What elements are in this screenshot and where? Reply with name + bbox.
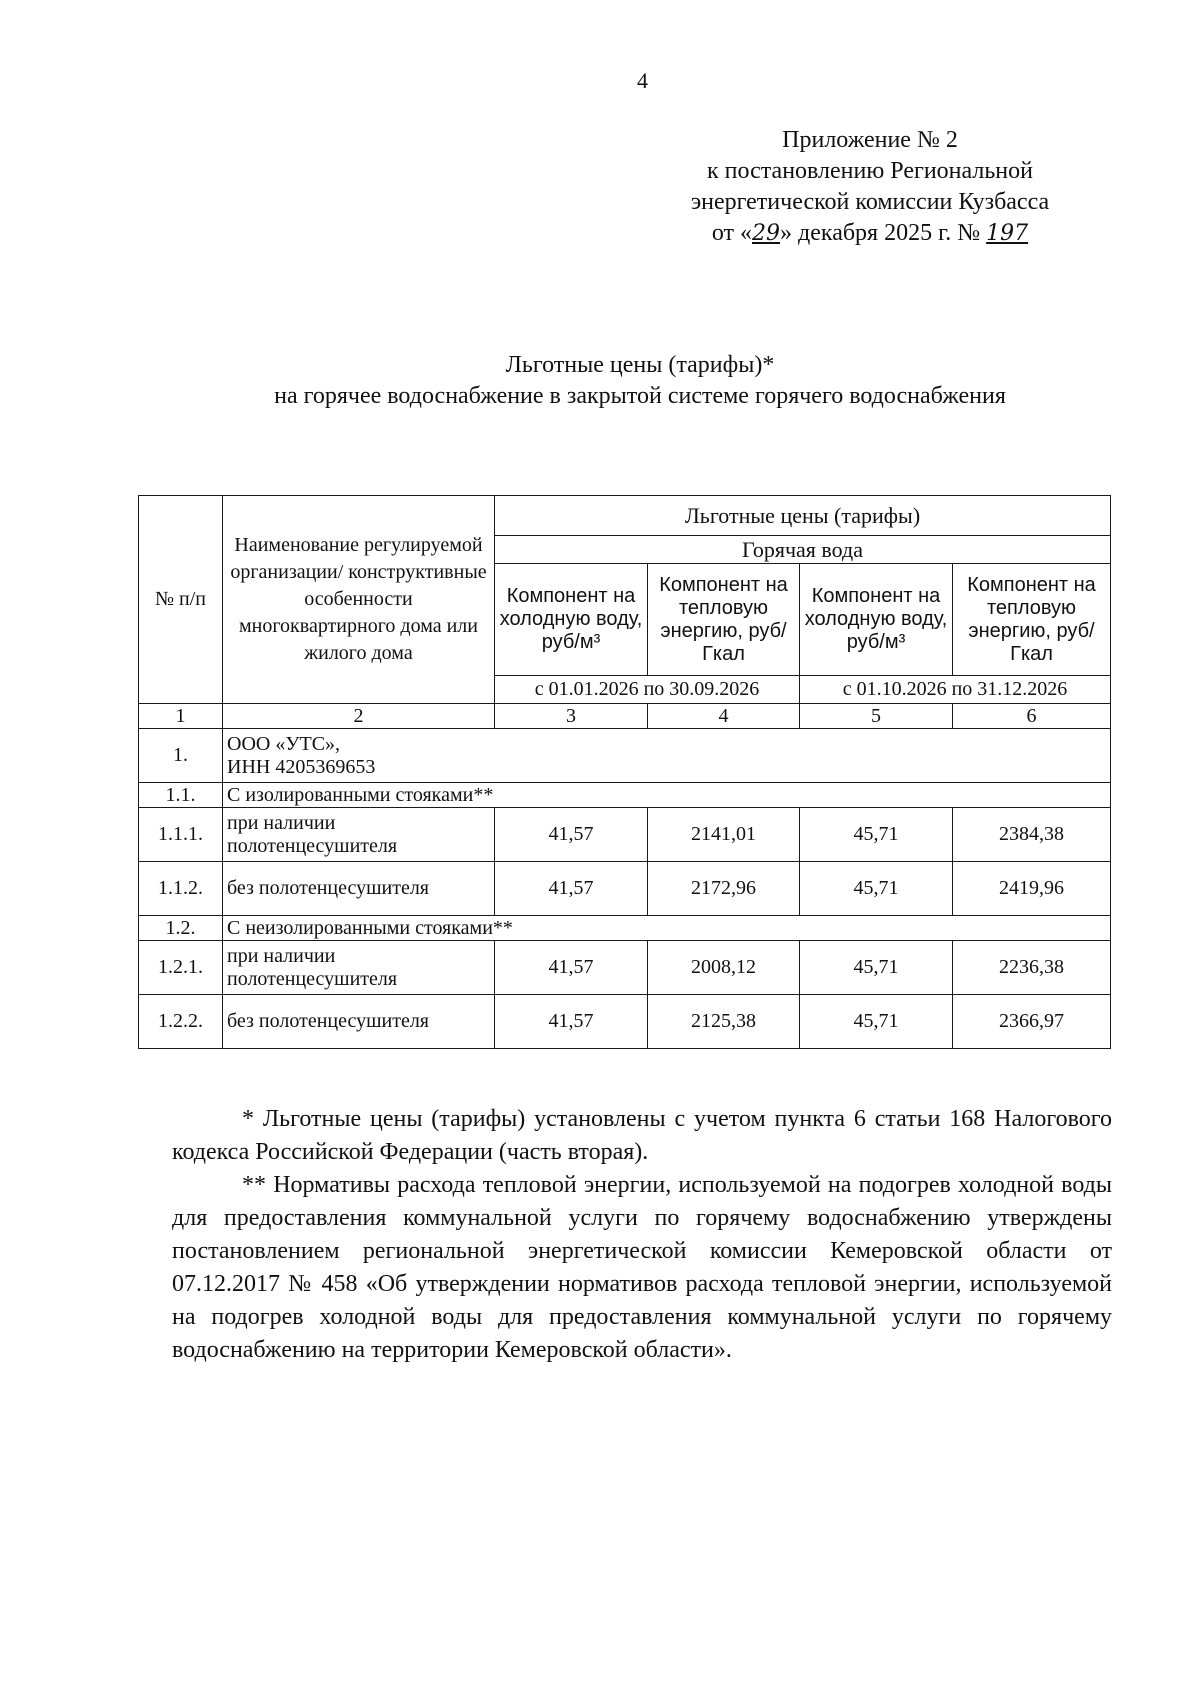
header-col4: Компонент на тепловую энергию, руб/Гкал — [648, 564, 800, 676]
header-period-2: с 01.10.2026 по 31.12.2026 — [800, 676, 1111, 704]
row-value-col5: 45,71 — [800, 995, 953, 1049]
appendix-line-3: энергетической комиссии Кузбасса — [690, 189, 1050, 215]
org-name: ООО «УТС», — [227, 732, 341, 755]
row-value-col4: 2172,96 — [648, 862, 800, 916]
row-value-col3: 41,57 — [495, 995, 648, 1049]
appendix-line-2: к постановлению Региональной — [707, 158, 1033, 184]
group1-num: 1.1. — [139, 783, 223, 808]
header-col6: Компонент на тепловую энергию, руб/Гкал — [953, 564, 1111, 676]
col-number-5: 5 — [800, 704, 953, 729]
row-value-col5: 45,71 — [800, 862, 953, 916]
date-middle: » декабря 2025 г. № — [780, 220, 987, 246]
row-num: 1.1.1. — [139, 808, 223, 862]
header-name: Наименование регулируемой организации/ конструктивные особенности многоквартирного дома или жилого дома — [223, 496, 495, 704]
document-title — [100, 350, 1180, 412]
col-number-1: 1 — [139, 704, 223, 729]
row-value-col4: 2125,38 — [648, 995, 800, 1049]
row-value-col3: 41,57 — [495, 808, 648, 862]
appendix-block — [640, 125, 1100, 249]
header-col3: Компонент на холодную воду, руб/м³ — [495, 564, 648, 676]
row-name: при наличии полотенцесушителя — [223, 808, 495, 862]
page-number: 4 — [637, 68, 648, 93]
row-value-col6: 2366,97 — [953, 995, 1111, 1049]
row-value-col3: 41,57 — [495, 862, 648, 916]
row-value-col5: 45,71 — [800, 808, 953, 862]
org-inn: ИНН 4205369653 — [227, 755, 376, 778]
row-value-col6: 2384,38 — [953, 808, 1111, 862]
group2-num: 1.2. — [139, 916, 223, 941]
date-prefix: от « — [711, 220, 753, 246]
table-row — [139, 941, 1111, 995]
row-value-col6: 2236,38 — [953, 941, 1111, 995]
row-name: без полотенцесушителя — [223, 995, 495, 1049]
tariffs-table — [138, 495, 1111, 1049]
row-num: 1.2.1. — [139, 941, 223, 995]
header-col5: Компонент на холодную воду, руб/м³ — [800, 564, 953, 676]
org-num: 1. — [139, 729, 223, 783]
row-num: 1.1.2. — [139, 862, 223, 916]
group1-label: С изолированными стояками** — [223, 783, 1111, 808]
table-row — [139, 862, 1111, 916]
header-group: Льготные цены (тарифы) — [495, 496, 1111, 536]
row-value-col5: 45,71 — [800, 941, 953, 995]
footnote-2: ** Нормативы расхода тепловой энергии, используемой на подогрев холодной воды для предоставления коммунальной услуги по горячему водоснабжению утверждены постановлением региональной энергетической комиссии Кемеровской области от 07.12.2017 № 458 «Об утверждении нормативов расхода тепловой энергии, используемой на подогрев холодной воды для предоставления коммунальной услуги по горячему водоснабжению на территории Кемеровской области». — [172, 1172, 1112, 1363]
row-value-col4: 2008,12 — [648, 941, 800, 995]
row-num: 1.2.2. — [139, 995, 223, 1049]
col-number-6: 6 — [953, 704, 1111, 729]
appendix-date-line — [640, 218, 1100, 249]
handwritten-day: 29 — [752, 221, 781, 246]
col-number-4: 4 — [648, 704, 800, 729]
handwritten-doc-number: 197 — [986, 221, 1029, 246]
appendix-title: Приложение № 2 — [782, 127, 958, 153]
header-period-1: с 01.01.2026 по 30.09.2026 — [495, 676, 800, 704]
header-num: № п/п — [139, 496, 223, 704]
col-number-3: 3 — [495, 704, 648, 729]
table-row — [139, 808, 1111, 862]
header-subgroup: Горячая вода — [495, 536, 1111, 564]
title-line-1: Льготные цены (тарифы)* — [505, 352, 775, 378]
title-line-2: на горячее водоснабжение в закрытой системе горячего водоснабжения — [274, 383, 1006, 409]
row-value-col6: 2419,96 — [953, 862, 1111, 916]
row-name: при наличии полотенцесушителя — [223, 941, 495, 995]
row-value-col4: 2141,01 — [648, 808, 800, 862]
col-number-2: 2 — [223, 704, 495, 729]
table-row — [139, 995, 1111, 1049]
row-value-col3: 41,57 — [495, 941, 648, 995]
row-name: без полотенцесушителя — [223, 862, 495, 916]
group2-label: С неизолированными стояками** — [223, 916, 1111, 941]
footnotes — [172, 1103, 1112, 1367]
org-name-cell — [223, 729, 1111, 783]
footnote-1: * Льготные цены (тарифы) установлены с учетом пункта 6 статьи 168 Налогового кодекса Российской Федерации (часть вторая). — [172, 1106, 1112, 1165]
